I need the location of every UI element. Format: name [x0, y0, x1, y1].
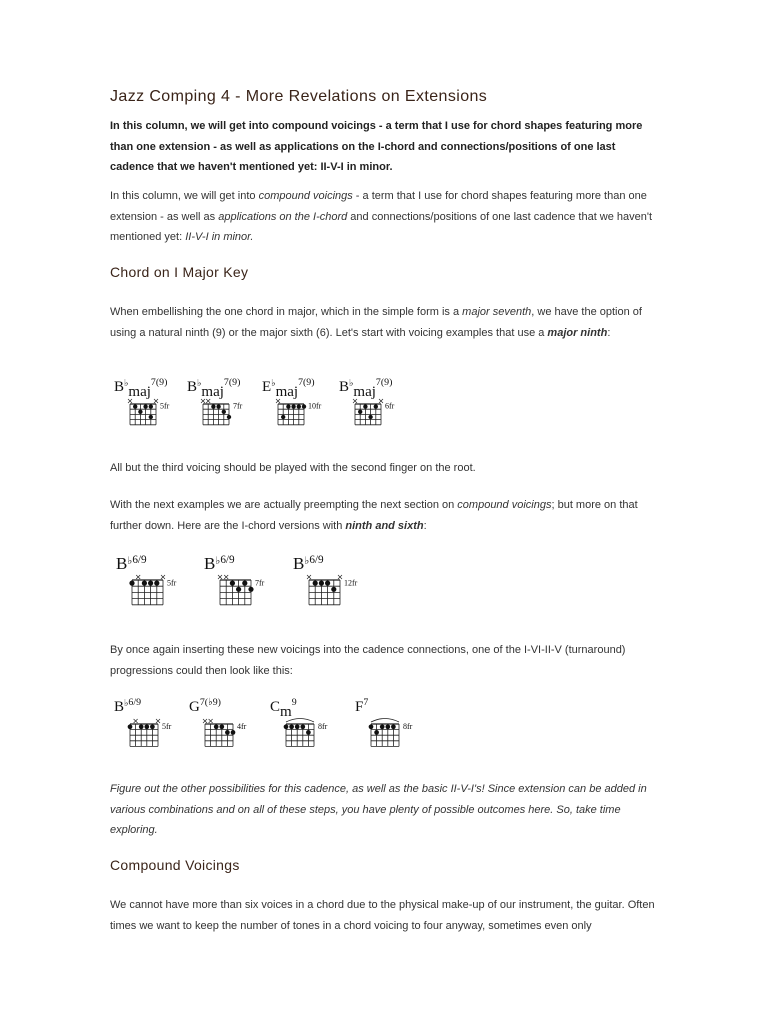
text-run: When embellishing the one chord in major, which in the simple form is a	[110, 306, 463, 318]
finger-dot	[242, 580, 247, 585]
finger-dot	[139, 724, 144, 729]
muted-string-mark	[136, 575, 140, 579]
chord-name-ext: 7(9)	[375, 377, 393, 388]
chord-diagram-row	[110, 550, 670, 620]
paragraph-second-finger	[110, 458, 662, 479]
fret-position-label: 5fr	[160, 401, 170, 411]
chord-name-ext: 6/9	[309, 554, 324, 566]
text-run: and connections/positions of one last cadence that we haven't mentioned yet:	[110, 210, 653, 243]
chord-name	[114, 377, 167, 400]
chord-name-ext: 6/9	[132, 554, 147, 566]
chord-diagram	[293, 554, 358, 605]
text-run: We cannot have more than six voices in a chord due to the physical make-up of our instrument, the guitar. Often times we want to keep the number of tones in a chord voicing to four anyway, sometimes even only	[110, 899, 655, 932]
chord-name-root: B	[187, 379, 198, 395]
chord-diagram	[204, 554, 265, 605]
muted-string-mark	[156, 719, 160, 723]
chord-name	[114, 697, 141, 715]
chord-diagram	[355, 697, 413, 746]
muted-string-mark	[379, 399, 383, 403]
chord-name	[187, 377, 240, 400]
paragraph-compound-voicings	[110, 895, 662, 936]
finger-dot	[369, 724, 374, 729]
finger-dot	[385, 724, 390, 729]
text-run: compound voicings	[258, 190, 353, 202]
muted-string-mark	[338, 575, 342, 579]
chord-name-acc: ♭	[197, 379, 202, 389]
chord-name-root: C	[270, 699, 281, 715]
finger-dot	[231, 730, 236, 735]
finger-dot	[302, 404, 306, 408]
finger-dot	[148, 580, 153, 585]
fret-position-label: 7fr	[255, 578, 265, 588]
finger-dot	[128, 724, 133, 729]
finger-dot	[154, 580, 159, 585]
text-run: :	[607, 326, 611, 339]
fret-position-label: 6fr	[385, 401, 395, 411]
chord-name-acc: ♭	[124, 379, 129, 389]
chord-diagram	[187, 377, 243, 425]
chord-diagram-row	[110, 694, 670, 764]
finger-dot	[291, 404, 295, 408]
chord-name-root: E	[262, 379, 272, 395]
paragraph-explore	[110, 779, 662, 841]
chord-diagram	[114, 697, 172, 746]
chord-name-root: G	[189, 699, 200, 715]
finger-dot	[149, 404, 153, 408]
chord-name	[262, 377, 315, 400]
text-run: , we have the option of using a natural ninth (9) or the major sixth (6). Let's start with voicing examples that use a	[110, 306, 642, 339]
finger-dot	[143, 404, 147, 408]
muted-string-mark	[161, 575, 165, 579]
text-run: applications on the I-chord	[218, 210, 348, 223]
finger-dot	[150, 724, 155, 729]
text-run: - a term that I use for chord shapes featuring more than one extension - as well as	[110, 190, 647, 223]
chord-name-ext: 7	[363, 697, 369, 708]
chord-name-acc: ♭	[127, 556, 133, 567]
text-run: compound voicings	[457, 499, 552, 511]
chord-name-ext: 6/9	[128, 697, 142, 708]
text-run: By once again inserting these new voicings into the cadence connections, one of the I-VI-II-V (turnaround) progressions could then look like this:	[110, 644, 626, 677]
finger-dot	[144, 724, 149, 729]
muted-string-mark	[218, 575, 222, 579]
finger-dot	[286, 404, 290, 408]
fret-position-label: 7fr	[233, 401, 243, 411]
chord-name-acc: ♭	[271, 379, 276, 389]
text-run: major seventh	[462, 306, 532, 318]
chord-name-acc: ♭	[124, 699, 129, 709]
chord-diagram	[270, 697, 328, 746]
paragraph-major-ninth	[110, 302, 662, 343]
finger-dot	[222, 410, 226, 414]
finger-dot	[138, 410, 142, 414]
muted-string-mark	[203, 719, 207, 723]
chord-name	[293, 554, 324, 573]
chord-name-root: F	[355, 699, 364, 715]
muted-string-mark	[209, 719, 213, 723]
finger-dot	[248, 587, 253, 592]
chord-name-ext: 7(9)	[150, 377, 168, 388]
page-title: Jazz Comping 4 - More Revelations on Extensions	[110, 88, 488, 105]
finger-dot	[281, 415, 285, 419]
fret-position-label: 4fr	[237, 722, 247, 732]
finger-dot	[300, 724, 305, 729]
text-run: :	[423, 519, 427, 532]
chord-name-root: B	[116, 554, 128, 573]
finger-dot	[219, 724, 224, 729]
chord-name-ext: 9	[291, 697, 297, 708]
chord-name-ext: 7(9)	[298, 377, 315, 388]
chord-name-root: B	[114, 379, 125, 395]
intro-paragraph	[110, 186, 662, 248]
chord-row-turnaround	[110, 694, 670, 764]
lead-paragraph: In this column, we will get into compound voicings - a term that I use for chord shapes featuring more than one extension - as well as applications on the I-chord and connections/positions of one last cadence that we haven't mentioned yet: II-V-I in minor.	[110, 120, 643, 173]
chord-diagram	[116, 554, 177, 605]
text-run: ninth and sixth	[345, 519, 424, 532]
text-run: In this column, we will get into	[110, 190, 259, 202]
chord-diagram	[114, 377, 170, 425]
finger-dot	[374, 730, 379, 735]
finger-dot	[214, 724, 219, 729]
chord-name	[189, 697, 221, 715]
fret-position-label: 8fr	[403, 722, 413, 732]
text-run: All but the third voicing should be played with the second finger on the root.	[110, 462, 476, 474]
finger-dot	[313, 580, 318, 585]
section-heading-chord-on-i: Chord on I Major Key	[110, 264, 249, 280]
finger-dot	[368, 415, 372, 419]
finger-dot	[230, 580, 235, 585]
finger-dot	[325, 580, 330, 585]
paragraph-turnaround	[110, 640, 662, 681]
chord-name	[204, 554, 235, 573]
finger-dot	[284, 724, 289, 729]
fret-position-label: 12fr	[344, 578, 358, 588]
chord-name-acc: ♭	[215, 556, 221, 567]
finger-dot	[295, 724, 300, 729]
finger-dot	[149, 415, 153, 419]
muted-string-mark	[154, 399, 158, 403]
finger-dot	[289, 724, 294, 729]
muted-string-mark	[307, 575, 311, 579]
chord-name	[355, 697, 368, 715]
chord-name-root: B	[339, 379, 350, 395]
finger-dot	[391, 724, 396, 729]
finger-dot	[227, 415, 231, 419]
chord-row-major-ninth	[110, 374, 670, 444]
chord-name-quality: maj	[201, 384, 224, 400]
chord-name-acc: ♭	[349, 379, 354, 389]
finger-dot	[225, 730, 230, 735]
chord-name	[339, 377, 392, 400]
chord-name	[270, 697, 297, 720]
chord-name-quality: m	[280, 704, 292, 720]
finger-dot	[236, 587, 241, 592]
text-run: major ninth	[547, 326, 608, 339]
finger-dot	[358, 410, 362, 414]
finger-dot	[297, 404, 301, 408]
chord-name-quality: maj	[275, 384, 299, 400]
chord-name-root: B	[204, 554, 216, 573]
chord-diagram	[339, 377, 395, 425]
barre-arc	[371, 719, 399, 723]
fret-position-label: 8fr	[318, 722, 328, 732]
finger-dot	[306, 730, 311, 735]
paragraph-six-nine	[110, 495, 662, 536]
chord-name-ext: 6/9	[220, 554, 235, 566]
finger-dot	[331, 587, 336, 592]
section-heading-compound-voicings: Compound Voicings	[110, 857, 240, 873]
chord-name-acc: ♭	[304, 556, 310, 567]
text-run: II-V-I in minor.	[185, 231, 254, 243]
finger-dot	[363, 404, 367, 408]
finger-dot	[129, 580, 134, 585]
chord-name-root: B	[114, 699, 125, 715]
finger-dot	[142, 580, 147, 585]
fret-position-label: 5fr	[162, 722, 172, 732]
finger-dot	[374, 404, 378, 408]
chord-name-root: B	[293, 554, 305, 573]
finger-dot	[133, 404, 137, 408]
muted-string-mark	[224, 575, 228, 579]
chord-diagram	[189, 697, 247, 746]
fret-position-label: 10fr	[308, 401, 322, 411]
chord-diagram	[262, 377, 322, 425]
chord-name-quality: maj	[353, 384, 376, 400]
chord-name-quality: maj	[128, 384, 151, 400]
chord-name	[116, 554, 147, 573]
finger-dot	[211, 404, 215, 408]
chord-name-ext: 7(9)	[223, 377, 241, 388]
chord-row-six-nine	[110, 550, 670, 620]
muted-string-mark	[134, 719, 138, 723]
text-run: ; but more on that further down. Here are the I-chord versions with	[110, 499, 638, 532]
finger-dot	[380, 724, 385, 729]
chord-name-ext: 7(♭9)	[199, 697, 221, 708]
finger-dot	[319, 580, 324, 585]
chord-diagram-row	[110, 374, 670, 444]
fret-position-label: 5fr	[167, 578, 177, 588]
text-run: With the next examples we are actually preempting the next section on	[110, 499, 458, 511]
text-run: Figure out the other possibilities for this cadence, as well as the basic II-V-I's! Since extension can be added in various combinations and on all of these steps, you have plenty of possible outcomes here. So, take time exploring.	[110, 783, 647, 836]
finger-dot	[216, 404, 220, 408]
